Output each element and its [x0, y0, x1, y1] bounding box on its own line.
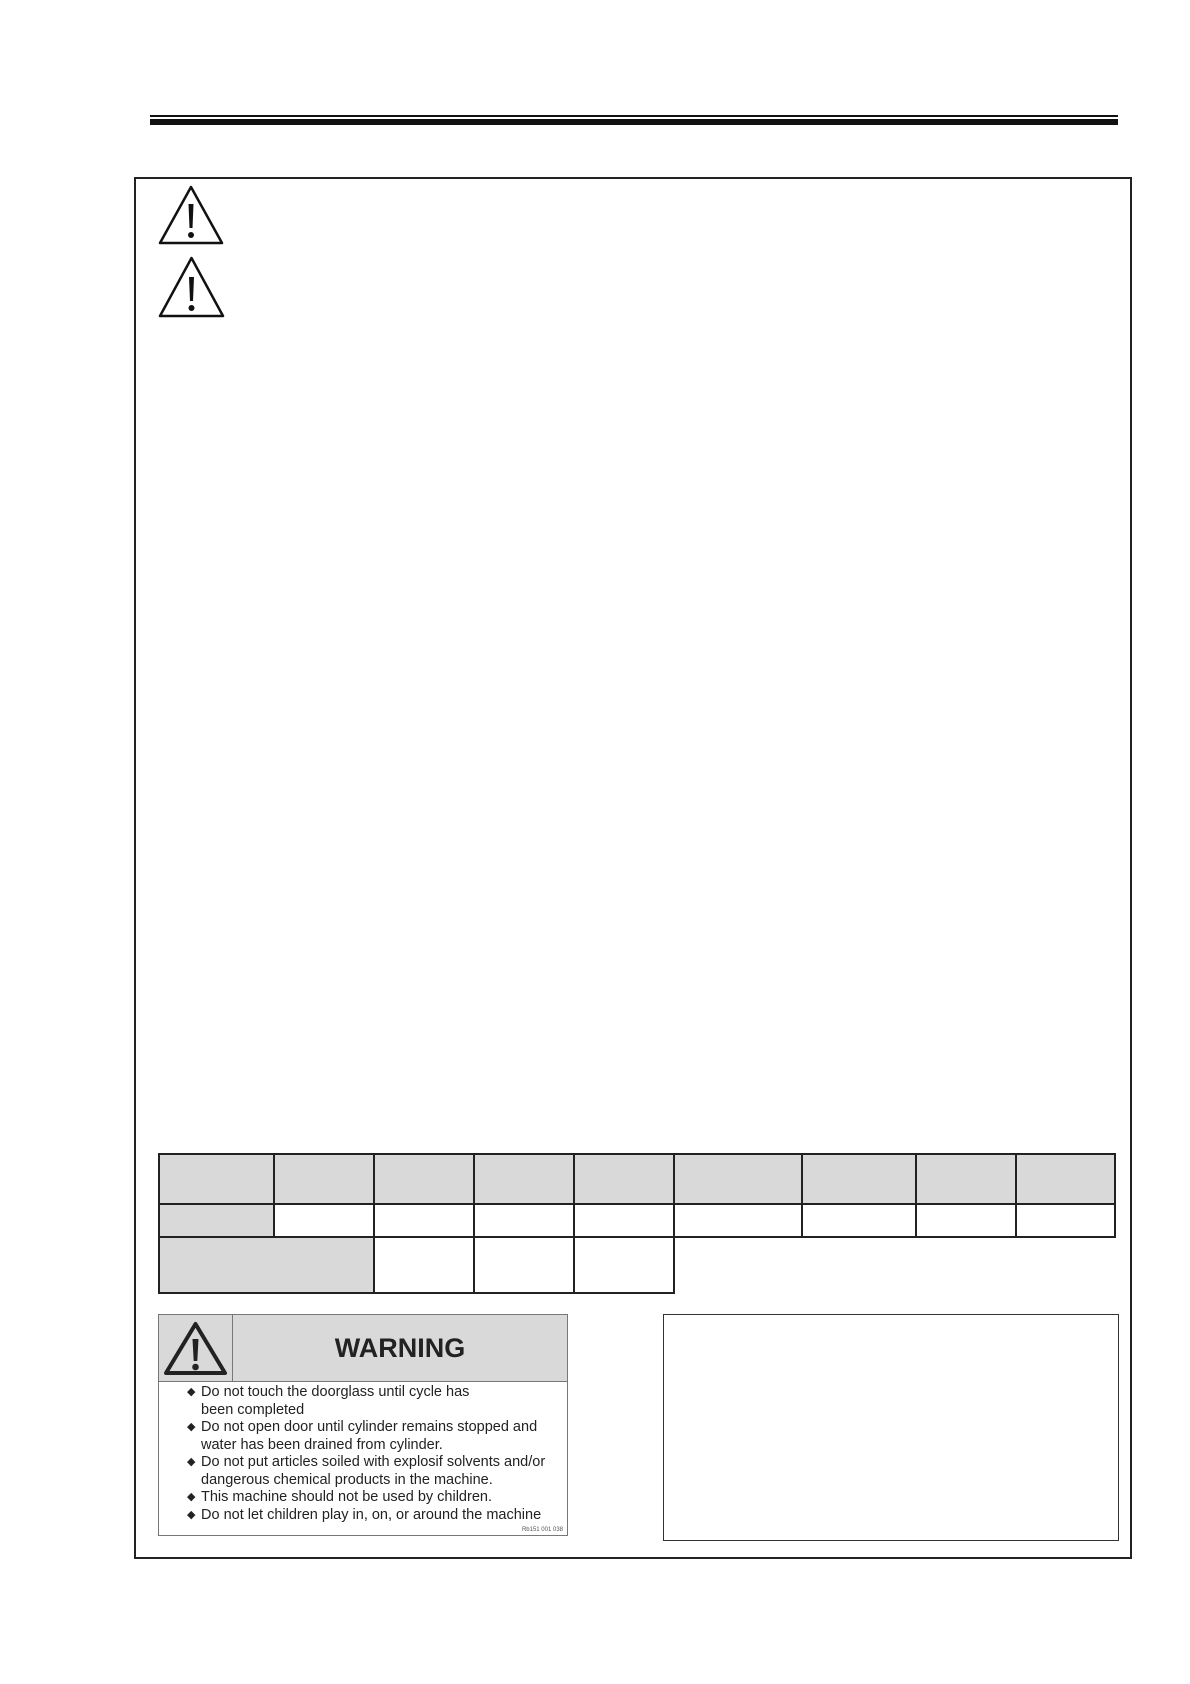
diamond-bullet-icon: ◆	[187, 1421, 196, 1433]
table-header-cell	[474, 1154, 574, 1204]
table-header-cell	[374, 1154, 474, 1204]
table-cell	[574, 1204, 674, 1237]
warning-label-header	[159, 1315, 567, 1382]
table-header-cell	[802, 1154, 916, 1204]
table-header-row	[159, 1154, 1115, 1204]
table-cell	[374, 1204, 474, 1237]
specification-table	[158, 1153, 1116, 1294]
table-header-cell	[159, 1154, 274, 1204]
table-header-cell	[916, 1154, 1016, 1204]
list-item-text: Do not put articles soiled with explosif solvents and/or dangerous chemical products in the machine.	[201, 1454, 546, 1488]
warning-label	[158, 1314, 568, 1536]
list-item-text: Do not let children play in, on, or around the machine	[201, 1506, 542, 1523]
warning-triangle-icon	[157, 255, 226, 319]
header-rule-thin	[150, 115, 1118, 117]
table-empty-area	[674, 1237, 1115, 1293]
table-cell	[1016, 1204, 1115, 1237]
table-row	[159, 1204, 1115, 1237]
warning-label-title: WARNING	[334, 1333, 466, 1363]
diamond-bullet-icon: ◆	[187, 1456, 196, 1468]
warning-label-list	[187, 1384, 571, 1524]
list-item	[187, 1454, 571, 1489]
diamond-bullet-icon: ◆	[187, 1508, 196, 1521]
table-cell	[802, 1204, 916, 1237]
table-row-label	[159, 1237, 374, 1293]
table-row-label	[159, 1204, 274, 1237]
table-header-cell	[674, 1154, 802, 1204]
warning-triangle-icon	[159, 1315, 232, 1381]
diamond-bullet-icon: ◆	[187, 1491, 196, 1503]
list-item-text: Do not open door until cylinder remains stopped and water has been drained from cylinder.	[201, 1419, 538, 1453]
list-item	[187, 1489, 571, 1507]
table-cell	[474, 1204, 574, 1237]
table-cell	[374, 1237, 474, 1293]
list-item	[187, 1419, 571, 1454]
table-cell	[474, 1237, 574, 1293]
list-item	[187, 1384, 501, 1419]
header-rule-thick	[150, 119, 1118, 125]
table-cell	[916, 1204, 1016, 1237]
table-header-cell	[574, 1154, 674, 1204]
table-header-cell	[274, 1154, 374, 1204]
table-row	[159, 1237, 1115, 1293]
list-item-text: This machine should not be used by children.	[201, 1489, 492, 1505]
diamond-bullet-icon: ◆	[187, 1386, 196, 1398]
table-header-cell	[1016, 1154, 1115, 1204]
table-cell	[274, 1204, 374, 1237]
list-item	[187, 1507, 571, 1525]
table-cell	[574, 1237, 674, 1293]
table-cell	[674, 1204, 802, 1237]
warning-label-code: Rb151 001 038	[521, 1527, 563, 1533]
warning-label-icon-box	[159, 1315, 233, 1381]
warning-triangle-icon	[157, 184, 225, 246]
list-item-text: Do not touch the doorglass until cycle has been completed	[201, 1384, 470, 1418]
empty-label-box	[663, 1314, 1119, 1541]
